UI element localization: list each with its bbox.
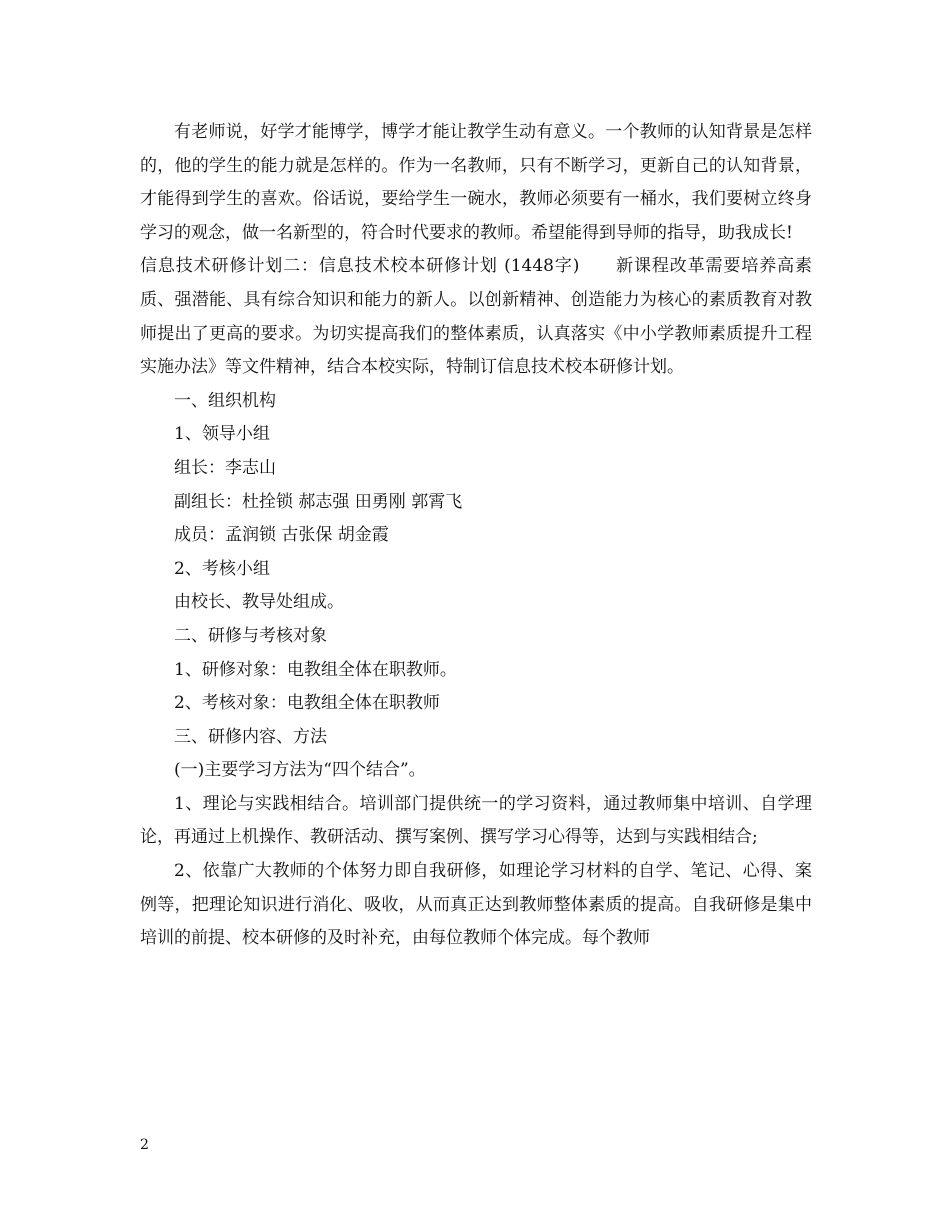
subheading-assessment-group: 2、考核小组 xyxy=(174,558,270,579)
list-item-members: 成员：孟润锁 古张保 胡金霞 xyxy=(174,525,389,546)
heading-organization: 一、组织机构 xyxy=(174,390,276,411)
subheading-four-combinations: (一)主要学习方法为“四个结合”。 xyxy=(174,760,426,781)
list-item-assessment-target: 2、考核对象：电教组全体在职教师 xyxy=(174,693,440,714)
list-item-study-target: 1、研修对象：电教组全体在职教师。 xyxy=(174,659,457,680)
heading-study-targets: 二、研修与考核对象 xyxy=(174,625,327,646)
list-item-assessment-composition: 由校长、教导处组成。 xyxy=(174,592,344,613)
list-item-group-leader: 组长：李志山 xyxy=(174,457,276,478)
paragraph-learning-attitude: 有老师说，好学才能博学，博学才能让教学生动有意义。一个教师的认知背景是怎样的，他的学生的能力就是怎样的。作为一名教师，只有不断学习，更新自己的认知背景，才能得到学生的喜欢。俗话说，要给学生一碗水，教师必须要有一桶水，我们要树立终身学习的观念，做一名新型的，符合时代要求的教师。希望能得到导师的指导，助我成长! xyxy=(140,122,812,243)
page-number: 2 xyxy=(140,1137,149,1153)
paragraph-plan-intro: 信息技术研修计划二：信息技术校本研修计划 (1448字) 新课程改革需要培养高素质、强潜能、具有综合知识和能力的新人。以创新精神、创造能力为核心的素质教育对教师提出了更高的要求。为切实提高我们的整体素质，认真落实《中小学教师素质提升工程实施办法》等文件精神，结合本校实际，特制订信息技术校本研修计划。 xyxy=(140,256,812,378)
document-body xyxy=(140,116,812,956)
paragraph-self-study: 2、依靠广大教师的个体努力即自我研修，如理论学习材料的自学、笔记、心得、案例等，把理论知识进行消化、吸收，从而真正达到教师整体素质的提高。自我研修是集中培训的前提、校本研修的及时补充，由每位教师个体完成。每个教师 xyxy=(140,861,812,949)
paragraph-theory-practice: 1、理论与实践相结合。培训部门提供统一的学习资料，通过教师集中培训、自学理论，再通过上机操作、教研活动、撰写案例、撰写学习心得等，达到与实践相结合; xyxy=(140,793,812,848)
subheading-leadership-group: 1、领导小组 xyxy=(174,424,270,445)
list-item-deputy-leaders: 副组长：杜拴锁 郝志强 田勇刚 郭霄飞 xyxy=(174,491,463,512)
heading-content-methods: 三、研修内容、方法 xyxy=(174,726,327,747)
